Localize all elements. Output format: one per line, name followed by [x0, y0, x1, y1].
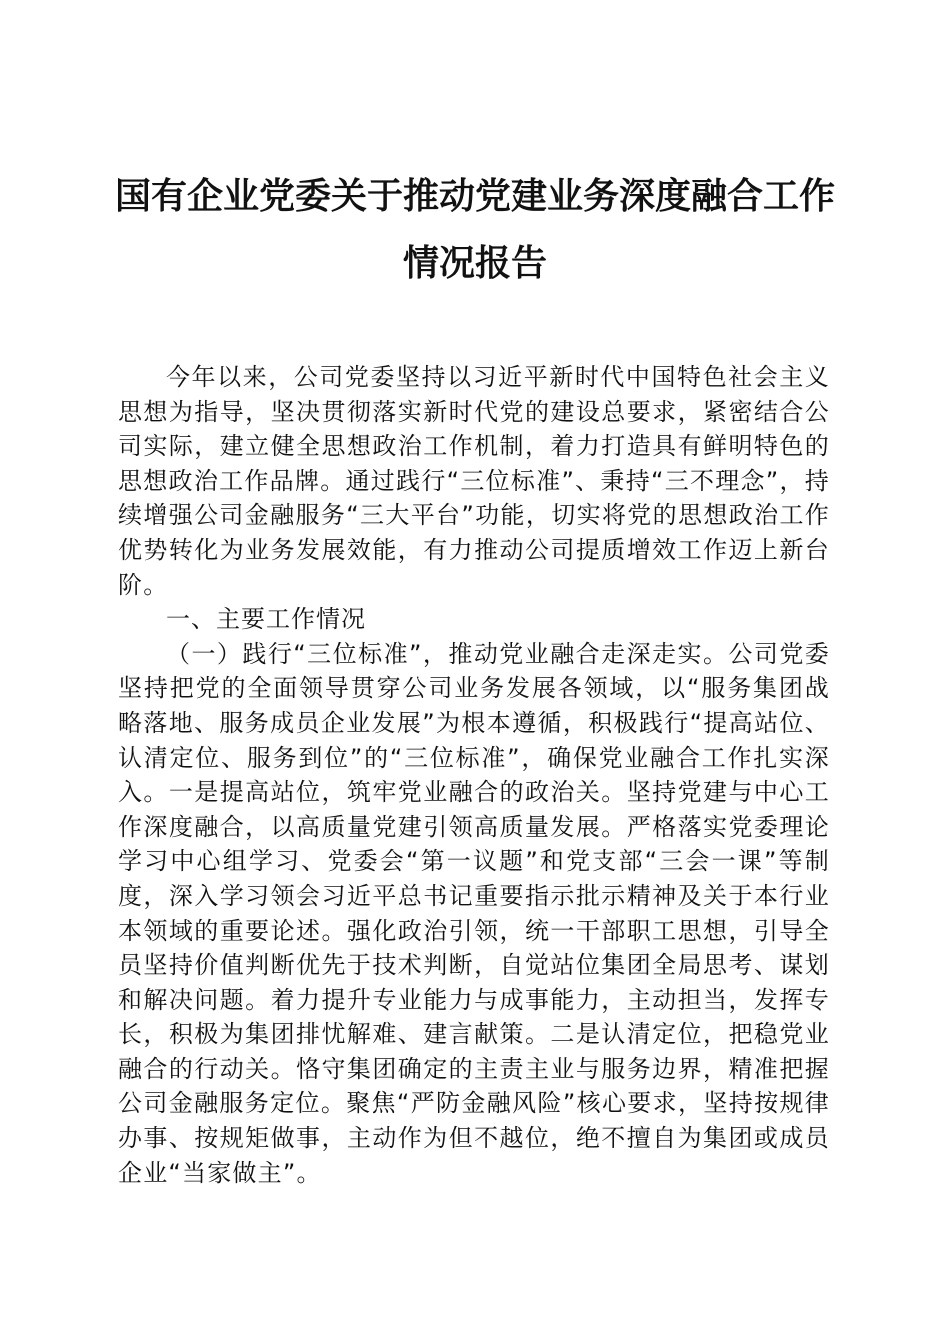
document-title-line-2: 情况报告: [402, 242, 547, 284]
section-1-paragraph-1: （一）践行“三位标准”，推动党业融合走深走实。公司党委坚持把党的全面领导贯穿公司业务发展各领域，以“服务集团战略落地、服务成员企业发展”为根本遵循，积极践行“提高站位、认清定位、服务到位”的“三位标准”，确保党业融合工作扎实深入。一是提高站位，筑牢党业融合的政治关。坚持党建与中心工作深度融合，以高质量党建引领高质量发展。严格落实党委理论学习中心组学习、党委会“第一议题”和党支部“三会一课”等制度，深入学习领会习近平总书记重要指示批示精神及关于本行业本领域的重要论述。强化政治引领，统一干部职工思想，引导全员坚持价值判断优先于技术判断，自觉站位集团全局思考、谋划和解决问题。着力提升专业能力与成事能力，主动担当，发挥专长，积极为集团排忧解难、建言献策。二是认清定位，把稳党业融合的行动关。恪守集团确定的主责主业与服务边界，精准把握公司金融服务定位。聚焦“严防金融风险”核心要求，坚持按规律办事、按规矩做事，主动作为但不越位，绝不擅自为集团或成员企业“当家做主”。: [118, 639, 830, 1187]
section-1-heading: 一、主要工作情况: [166, 605, 366, 634]
intro-paragraph: 今年以来，公司党委坚持以习近平新时代中国特色社会主义思想为指导，坚决贯彻落实新时代党的建设总要求，紧密结合公司实际，建立健全思想政治工作机制，着力打造具有鲜明特色的思想政治工作品牌。通过践行“三位标准”、秉持“三不理念”，持续增强公司金融服务“三大平台”功能，切实将党的思想政治工作优势转化为业务发展效能，有力推动公司提质增效工作迈上新台阶。: [118, 363, 830, 599]
document-title-line-1: 国有企业党委关于推动党建业务深度融合工作: [114, 175, 835, 217]
document-body: [118, 360, 830, 1190]
